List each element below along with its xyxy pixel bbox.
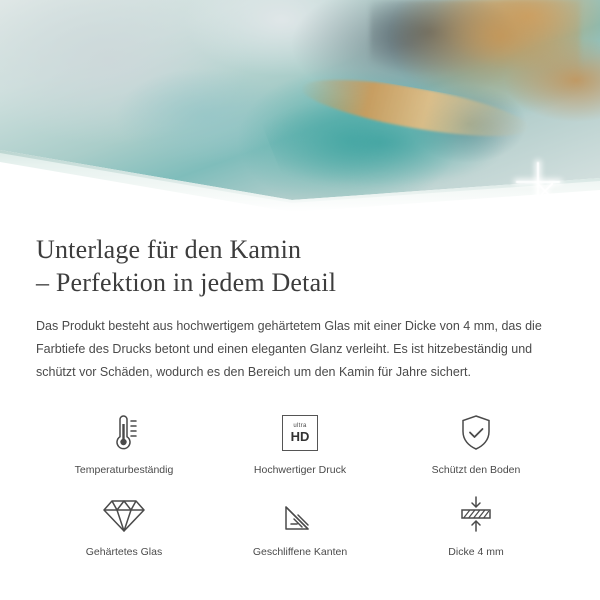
content-area [0,212,600,560]
page-title [36,234,564,299]
diamond-icon [101,492,147,538]
feature-item-print [212,410,388,478]
feature-item-temperature [36,410,212,478]
feature-item-thickness [388,492,564,560]
feature-item-floor-protection [388,410,564,478]
feature-grid [36,410,564,559]
description-paragraph: Das Produkt besteht aus hochwertigem gehärtetem Glas mit einer Dicke von 4 mm, das die Farbtiefe des Drucks betont und einen eleganten Glanz verleiht. Es ist hitzebeständig und schützt vor Schäden, wodurch es den Bereich um den Kamin für Jahre sichert. [36,319,542,380]
ultra-hd-badge-top: ultra [293,423,307,430]
feature-label: Geschliffene Kanten [252,546,348,559]
sparkle-small-icon [532,178,558,204]
feature-label: Hochwertiger Druck [253,464,347,477]
shield-check-icon [456,410,496,456]
hero-image [0,0,600,212]
ultra-hd-badge-main: HD [290,429,310,445]
page-title-line-1: Unterlage für den Kamin [36,235,302,264]
ultra-hd-icon [282,410,318,456]
thickness-icon [456,492,496,538]
feature-label: Schützt den Boden [431,464,521,477]
thermometer-icon [102,410,146,456]
feature-item-polished-edges [212,492,388,560]
feature-label: Dicke 4 mm [448,546,504,559]
feature-label: Gehärtetes Glas [85,546,163,559]
feature-item-tempered-glass [36,492,212,560]
feature-label: Temperaturbeständig [74,464,174,477]
page-title-line-2: – Perfektion in jedem Detail [36,267,337,297]
polished-edges-icon [280,492,320,538]
